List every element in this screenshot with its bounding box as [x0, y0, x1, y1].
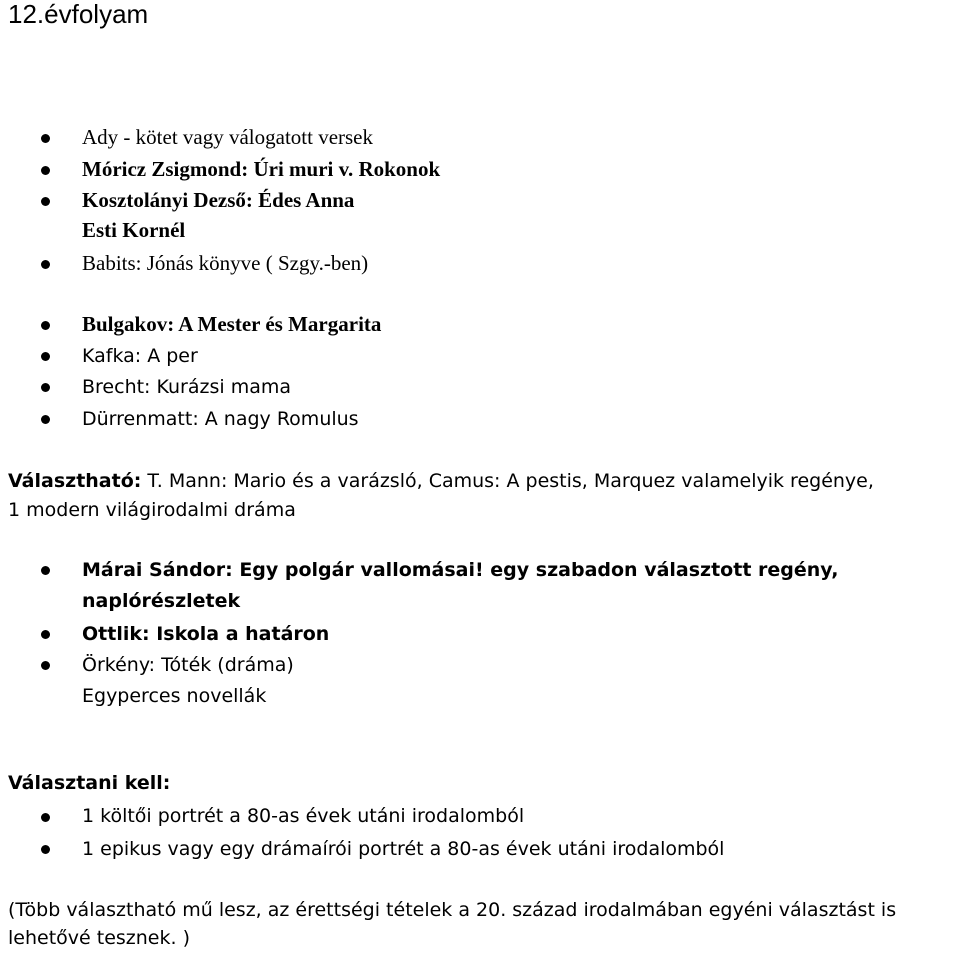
bullet-icon	[41, 197, 50, 206]
list-item: Babits: Jónás könyve ( Szgy.-ben)	[82, 251, 369, 275]
list-item: 1 epikus vagy egy drámaírói portrét a 80-as évek utáni irodalomból	[82, 838, 725, 860]
bullet-icon	[41, 134, 50, 143]
list-item-continuation: naplórészletek	[82, 590, 241, 612]
list-item: Márai Sándor: Egy polgár vallomásai! egy szabadon választott regény,	[82, 559, 839, 581]
bullet-icon	[41, 661, 50, 670]
bullet-icon	[41, 166, 50, 175]
bullet-icon	[41, 321, 50, 330]
list-item: Ady - kötet vagy válogatott versek	[82, 125, 374, 149]
list-item: Brecht: Kurázsi mama	[82, 376, 291, 398]
list-item: Móricz Zsigmond: Úri muri v. Rokonok	[82, 157, 441, 181]
list-item: Kafka: A per	[82, 345, 198, 367]
elective-text: T. Mann: Mario és a varázsló, Camus: A pestis, Marquez valamelyik regénye,	[141, 470, 874, 492]
bullet-icon	[41, 352, 50, 361]
note-line: lehetővé tesznek. )	[8, 927, 190, 949]
elective-label: Választható:	[8, 470, 142, 492]
elective-text-line2: 1 modern világirodalmi dráma	[8, 499, 296, 521]
list-item: 1 költői portrét a 80-as évek utáni irodalomból	[82, 805, 525, 827]
list-item-continuation: Egyperces novellák	[82, 685, 267, 707]
bullet-icon	[41, 813, 50, 822]
bullet-icon	[41, 566, 50, 575]
bullet-icon	[41, 383, 50, 392]
bullet-icon	[41, 630, 50, 639]
note-line: (Több választható mű lesz, az érettségi tételek a 20. század irodalmában egyéni választást is	[8, 899, 897, 921]
list-item-continuation: Esti Kornél	[82, 218, 186, 242]
list-item: Kosztolányi Dezső: Édes Anna	[82, 188, 355, 212]
list-item: Bulgakov: A Mester és Margarita	[82, 312, 382, 336]
page-title: 12.évfolyam	[8, 0, 149, 29]
bullet-icon	[41, 415, 50, 424]
bullet-icon	[41, 845, 50, 854]
list-item: Dürrenmatt: A nagy Romulus	[82, 408, 359, 430]
list-item: Ottlik: Iskola a határon	[82, 623, 330, 645]
elective-paragraph	[8, 465, 874, 497]
bullet-icon	[41, 260, 50, 269]
required-label: Választani kell:	[8, 772, 171, 794]
list-item: Örkény: Tóték (dráma)	[82, 654, 294, 676]
